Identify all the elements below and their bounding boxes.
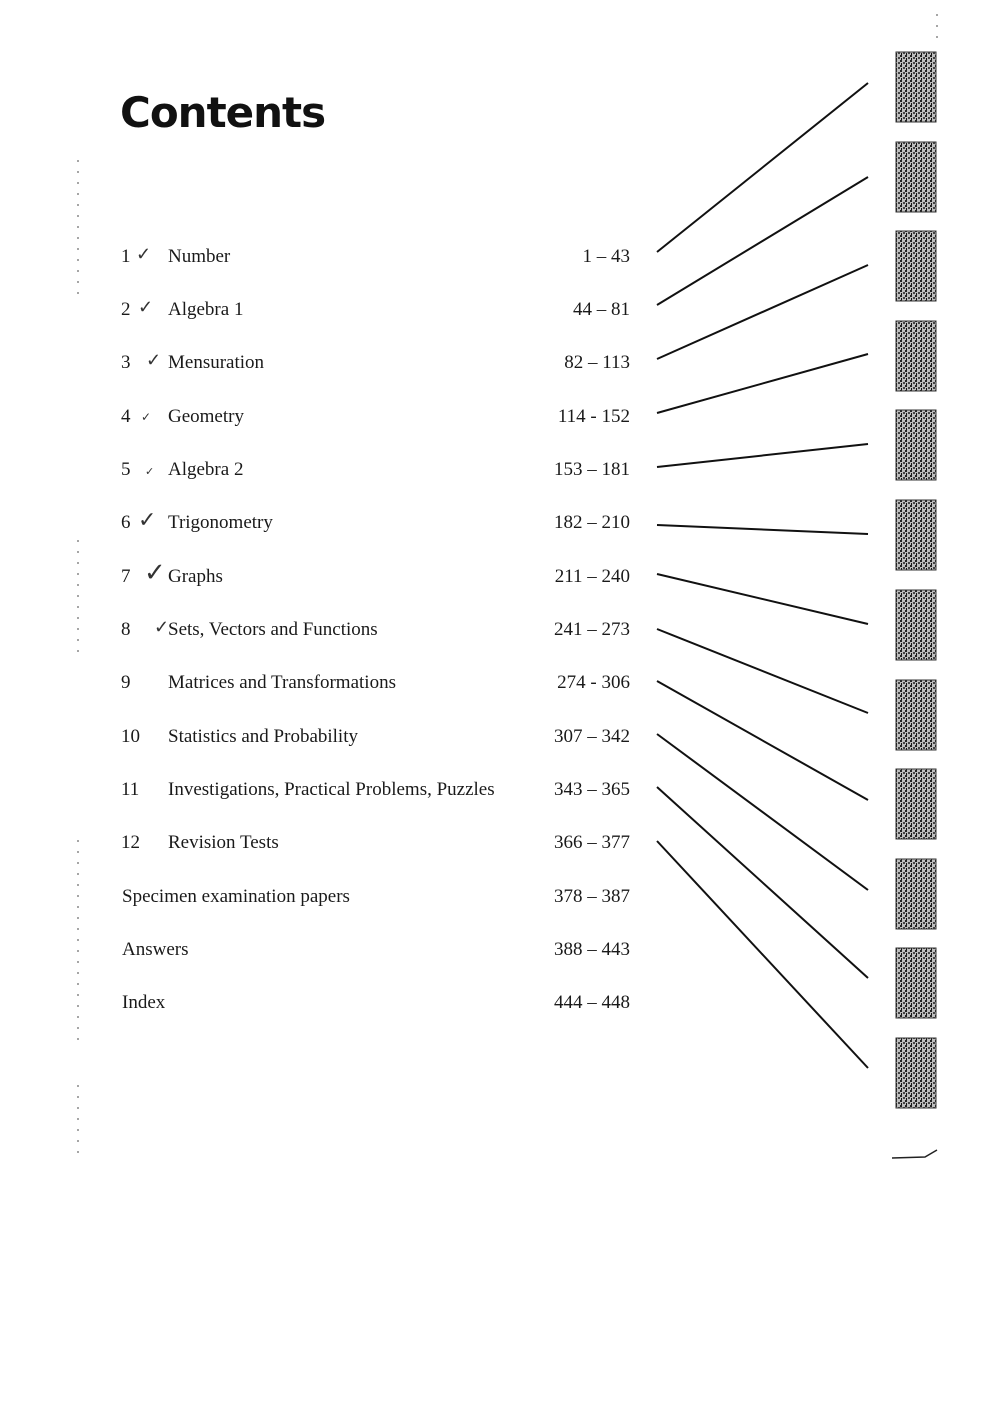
edge-tab xyxy=(896,769,936,839)
chapter-title[interactable]: Revision Tests xyxy=(168,832,279,853)
chapter-number: 7 xyxy=(121,566,131,587)
chapter-title[interactable]: Investigations, Practical Problems, Puzzles xyxy=(168,779,495,800)
edge-tab xyxy=(896,859,936,929)
page-range: 153 – 181 xyxy=(554,459,630,480)
edge-tab xyxy=(896,321,936,391)
section-title[interactable]: Answers xyxy=(122,939,189,960)
leader-line xyxy=(657,354,868,413)
chapter-number: 2 xyxy=(121,299,131,320)
chapter-title[interactable]: Matrices and Transformations xyxy=(168,672,396,693)
chapter-number: 10 xyxy=(121,726,140,747)
edge-tab xyxy=(896,680,936,750)
leader-line xyxy=(657,787,868,978)
chapter-title[interactable]: Algebra 2 xyxy=(168,459,244,480)
check-mark-icon: ✓ xyxy=(146,350,162,370)
chapter-title[interactable]: Graphs xyxy=(168,566,223,587)
page-range: 388 – 443 xyxy=(554,939,630,960)
chapter-number: 8 xyxy=(121,619,131,640)
leader-line xyxy=(657,265,868,359)
leader-line xyxy=(657,177,868,305)
check-mark-icon: ✓ xyxy=(138,297,154,317)
chapter-number: 4 xyxy=(121,406,131,427)
check-mark-icon: ✓ xyxy=(154,617,170,637)
page-range: 82 – 113 xyxy=(564,352,630,373)
page-range: 274 - 306 xyxy=(557,672,630,693)
chapter-number: 9 xyxy=(121,672,131,693)
edge-tab xyxy=(896,590,936,660)
edge-tab xyxy=(896,231,936,301)
page-range: 211 – 240 xyxy=(554,566,630,587)
page-range: 1 – 43 xyxy=(582,246,630,267)
page-range: 114 - 152 xyxy=(557,406,630,427)
scan-edge-mark xyxy=(892,1150,937,1158)
page-range: 343 – 365 xyxy=(554,779,630,800)
page-range: 307 – 342 xyxy=(554,726,630,747)
page-range: 44 – 81 xyxy=(573,299,630,320)
edge-tab xyxy=(896,410,936,480)
check-mark-icon: ✓ xyxy=(141,410,152,424)
chapter-title[interactable]: Algebra 1 xyxy=(168,299,244,320)
leader-line xyxy=(657,525,868,534)
edge-tab xyxy=(896,52,936,122)
chapter-number: 11 xyxy=(121,779,140,800)
check-mark-icon: ✓ xyxy=(145,466,155,478)
chapter-title[interactable]: Statistics and Probability xyxy=(168,726,358,747)
leader-line xyxy=(657,681,868,800)
leader-line xyxy=(657,734,868,890)
chapter-title[interactable]: Mensuration xyxy=(168,352,265,373)
chapter-title[interactable]: Sets, Vectors and Functions xyxy=(168,619,378,640)
edge-tab xyxy=(896,142,936,212)
chapter-number: 3 xyxy=(121,352,131,373)
check-mark-icon: ✓ xyxy=(144,558,166,587)
chapter-number: 6 xyxy=(121,512,131,533)
edge-tab xyxy=(896,948,936,1018)
edge-tab xyxy=(896,1038,936,1108)
check-mark-icon: ✓ xyxy=(136,244,152,264)
chapter-number: 5 xyxy=(121,459,131,480)
chapter-title[interactable]: Trigonometry xyxy=(168,512,273,533)
page-range: 444 – 448 xyxy=(554,992,630,1013)
edge-tab xyxy=(896,500,936,570)
leader-line xyxy=(657,629,868,713)
leader-line xyxy=(657,83,868,252)
leader-line xyxy=(657,574,868,624)
leader-line xyxy=(657,444,868,467)
page-range: 378 – 387 xyxy=(554,886,630,907)
page-range: 182 – 210 xyxy=(554,512,630,533)
page-title: Contents xyxy=(120,88,326,137)
page-range: 366 – 377 xyxy=(554,832,630,853)
chapter-number: 12 xyxy=(121,832,140,853)
chapter-title[interactable]: Geometry xyxy=(168,406,244,427)
page-range: 241 – 273 xyxy=(554,619,630,640)
section-title[interactable]: Specimen examination papers xyxy=(122,886,350,907)
check-mark-icon: ✓ xyxy=(138,507,157,532)
leader-line xyxy=(657,841,868,1068)
chapter-number: 1 xyxy=(121,246,131,267)
section-title[interactable]: Index xyxy=(122,992,166,1013)
chapter-title[interactable]: Number xyxy=(168,246,231,267)
